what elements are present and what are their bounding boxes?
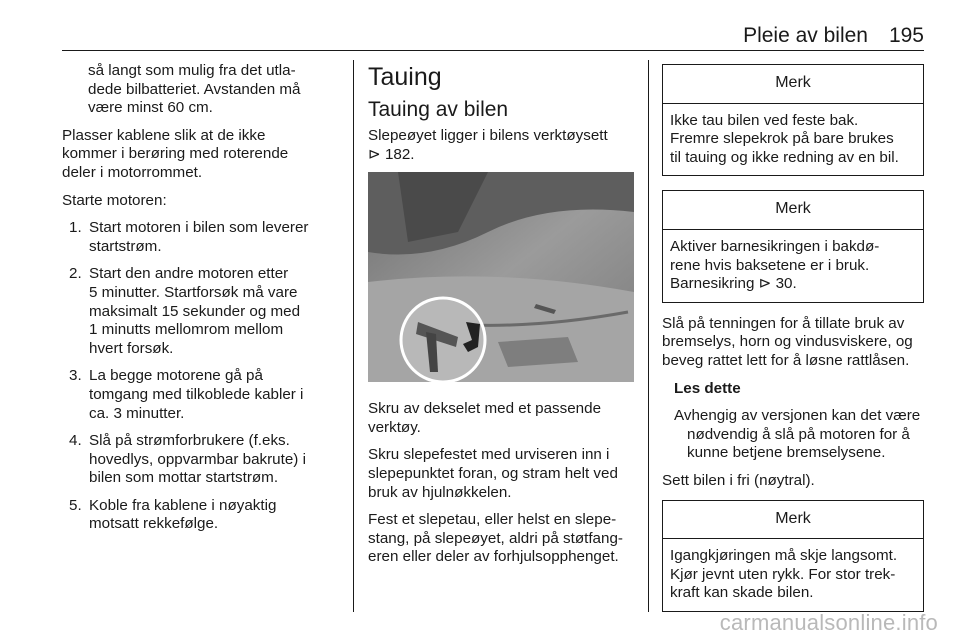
note-text: Igangkjøringen må skje langsomt. Kjør jevnt uten rykk. For stor trek- kraft kan skade bilen. — [670, 547, 898, 602]
column-divider-right — [648, 60, 649, 612]
list-item: 2. Start den andre motoren etter 5 minutter. Startforsøk må vare maksimalt 15 sekunder og med 1 minutts mellomrom mellom hvert forsøk. — [69, 265, 301, 357]
remove-cover-paragraph: Skru av dekselet med et passende verktøy. — [368, 400, 602, 436]
subsection-heading: Tauing av bilen — [368, 98, 509, 121]
hint-title: Les dette — [674, 379, 741, 397]
intro-paragraph: Slepeøyet ligger i bilens verktøysett ⊳ 182. — [368, 127, 608, 163]
note-box — [662, 190, 924, 302]
note-text: Ikke tau bilen ved feste bak. Fremre slepekrok på bare brukes til tauing og ikke redning av en bil. — [670, 111, 899, 166]
towing-eye-photo — [368, 172, 634, 382]
hint-text: Avhengig av versjonen kan det være nødvendig å slå på motoren for å kunne betjene bremselysene. — [674, 407, 921, 462]
neutral-paragraph: Sett bilen i fri (nøytral). — [662, 471, 815, 489]
left-column — [62, 62, 346, 543]
list-item: 3. La begge motorene gå på tomgang med tilkoblede kabler i ca. 3 minutter. — [69, 367, 304, 422]
note-box — [662, 64, 924, 176]
note-title: Merk — [663, 191, 923, 230]
start-engine-heading: Starte motoren: — [62, 191, 167, 209]
middle-column — [368, 60, 640, 576]
right-column — [662, 64, 924, 626]
continued-paragraph: så langt som mulig fra det utla- dede bilbatteriet. Avstanden må være minst 60 cm. — [88, 62, 301, 117]
ignition-paragraph: Slå på tenningen for å tillate bruk av bremselys, horn og vindusviskere, og beveg rattet lett for å løsne rattlåsen. — [662, 314, 913, 369]
watermark: carmanualsonline.info — [719, 610, 938, 635]
note-text: Aktiver barnesikringen i bakdø- rene hvis baksetene er i bruk. Barnesikring ⊳ 30. — [670, 237, 880, 293]
list-item: 5. Koble fra kablene i nøyaktig motsatt rekkefølge. — [69, 496, 277, 533]
page-number: 195 — [888, 24, 924, 47]
section-heading: Tauing — [368, 63, 442, 91]
screw-eye-paragraph: Skru slepefestet med urviseren inn i slepepunktet foran, og stram helt ved bruk av hjulnøkkelen. — [368, 446, 618, 501]
cable-placement-paragraph: Plasser kablene slik at de ikke kommer i berøring med roterende deler i motorrommet. — [62, 126, 289, 181]
column-divider-left — [353, 60, 354, 612]
list-item: 4. Slå på strømforbrukere (f.eks. hovedlys, oppvarmbar bakrute) i bilen som mottar startstrøm. — [69, 432, 306, 487]
note-title: Merk — [663, 501, 923, 540]
note-box — [662, 500, 924, 612]
attach-rope-paragraph: Fest et slepetau, eller helst en slepe- stang, på slepeøyet, aldri på støtfang- eren eller deler av forhjulsopphenget. — [368, 511, 623, 566]
note-title: Merk — [663, 65, 923, 104]
section-title: Pleie av bilen — [743, 24, 868, 47]
page-header — [62, 18, 924, 51]
list-item: 1. Start motoren i bilen som leverer startstrøm. — [69, 219, 309, 255]
start-steps-list — [62, 219, 346, 534]
